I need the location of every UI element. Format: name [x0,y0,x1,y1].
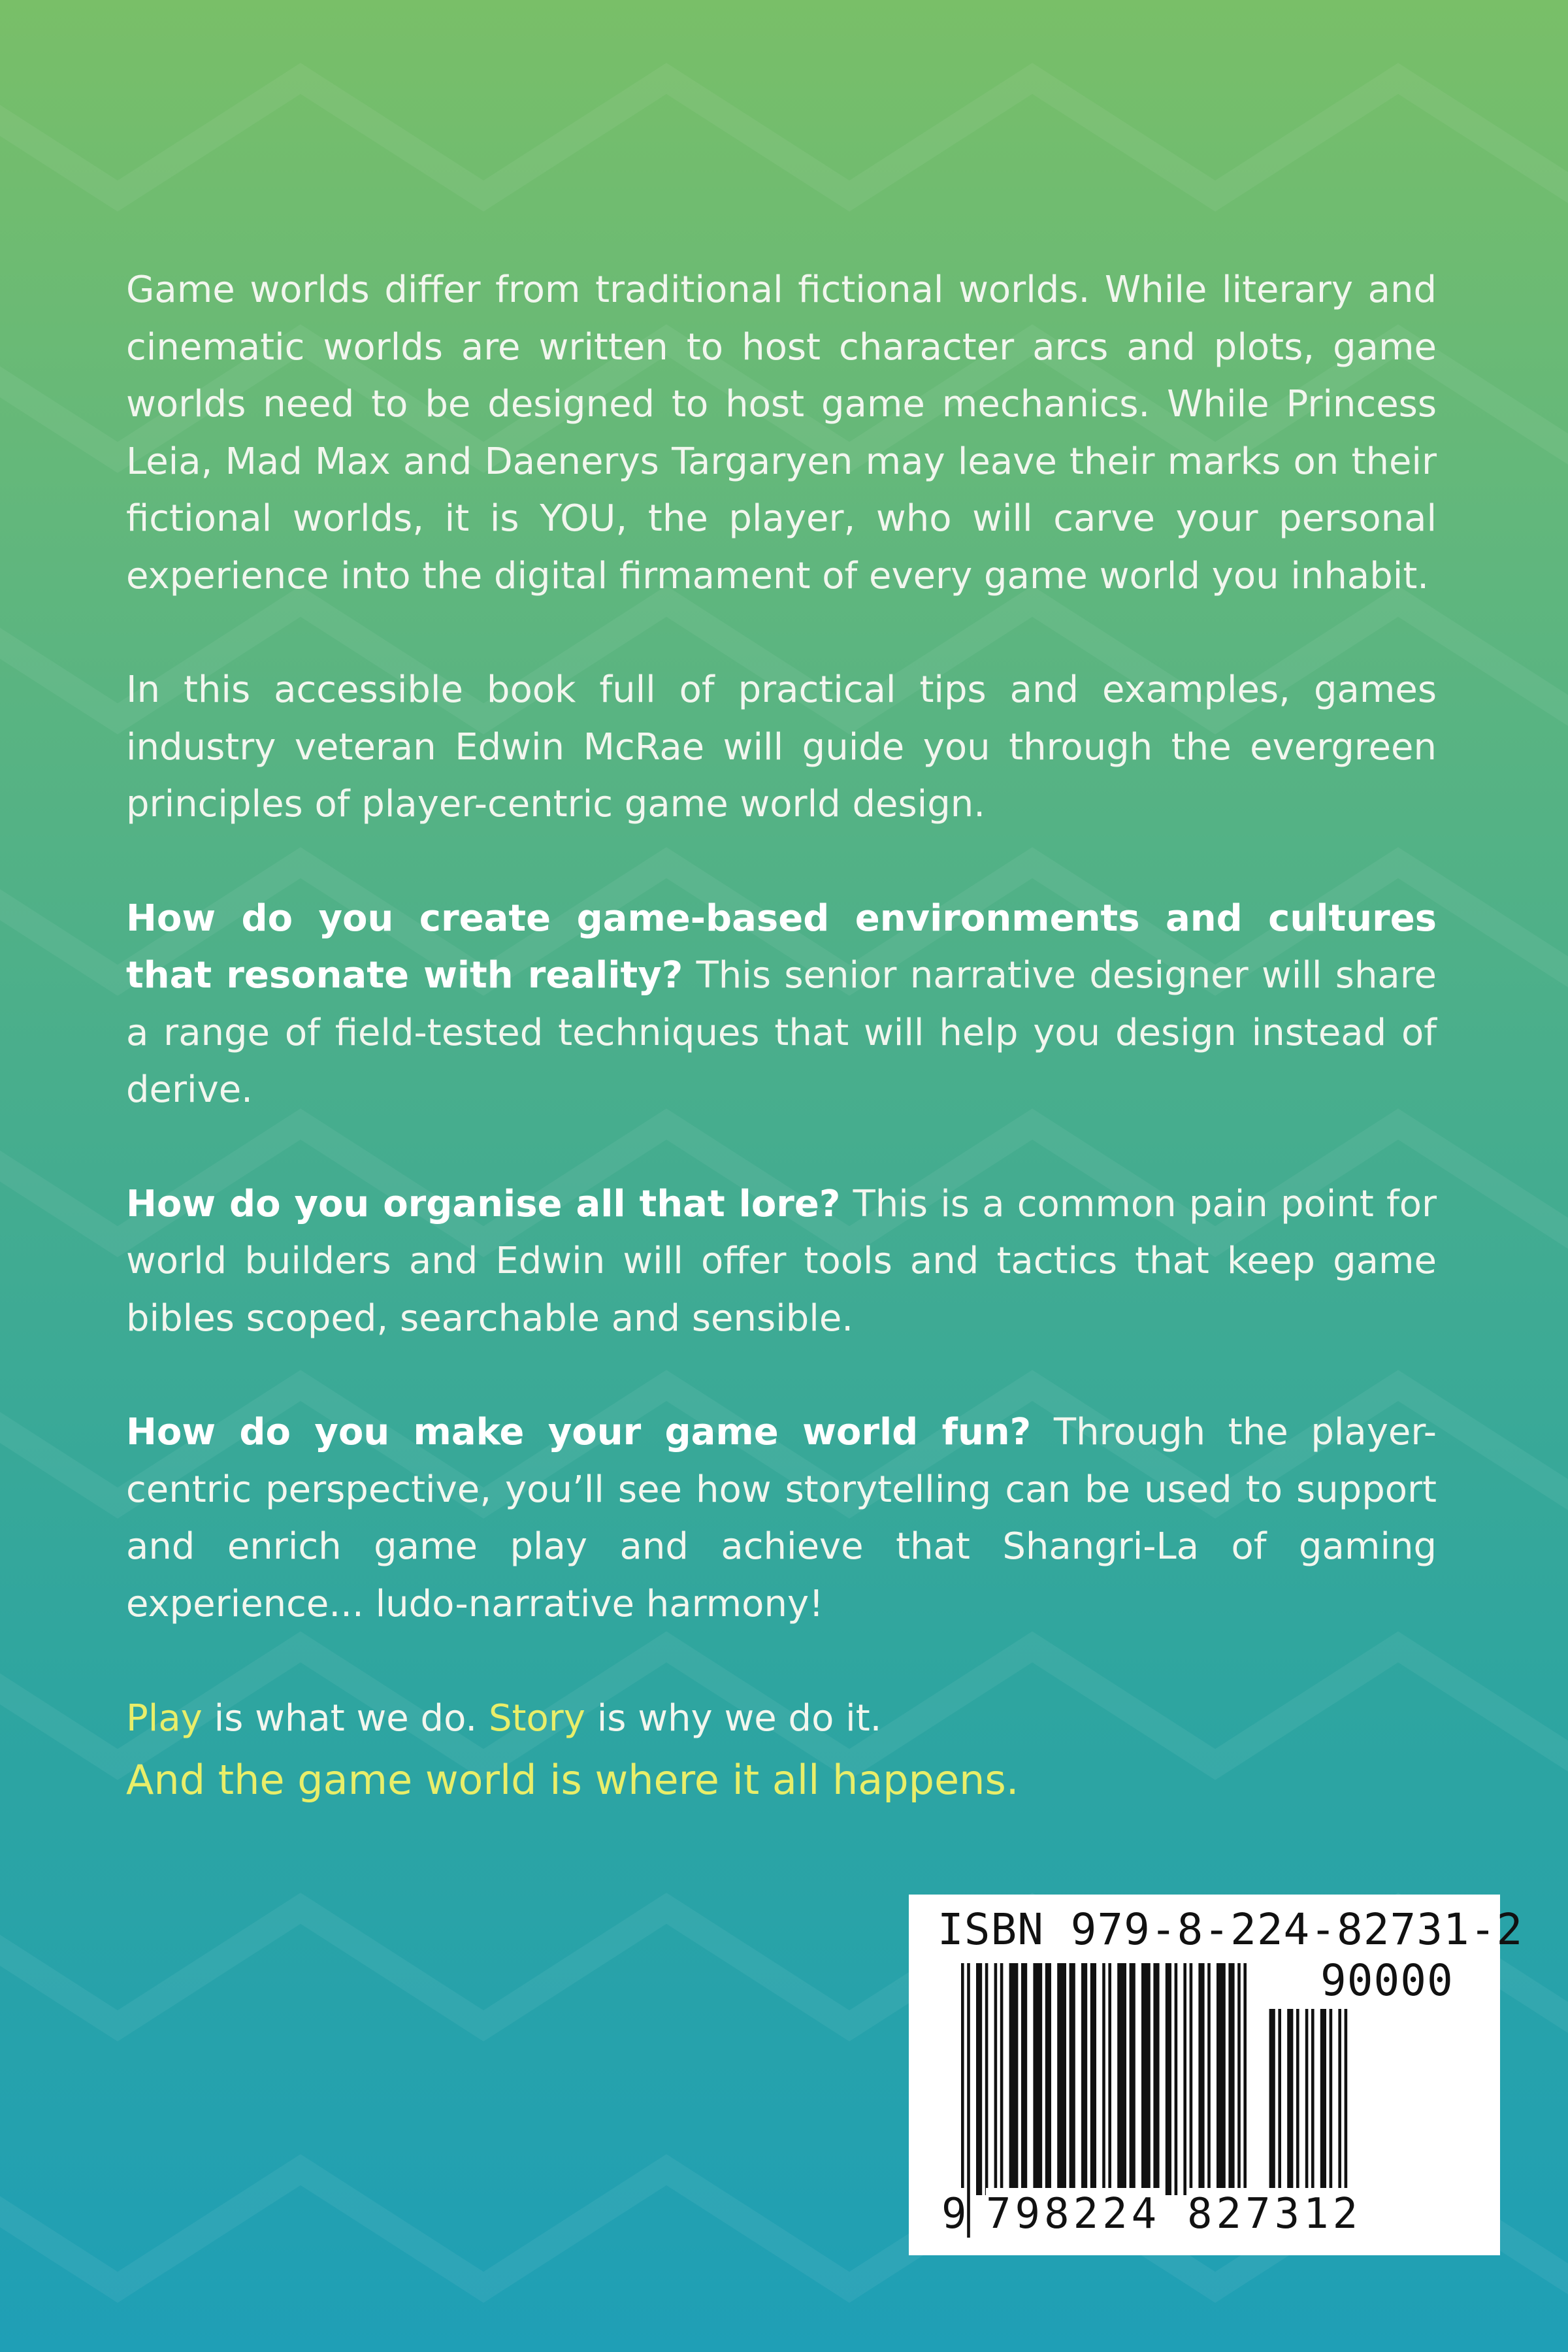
barcode-bar [1183,1963,1186,2195]
barcode-bar [1090,1963,1096,2195]
barcode-bar [1175,1963,1178,2195]
tagline-story-rest: is why we do it. [585,1697,882,1740]
barcode-bar [976,1963,982,2195]
back-cover-blurb [126,261,1437,1809]
barcode-bar [1117,1963,1126,2195]
barcode-bar [1033,1963,1042,2195]
barcode-digit-first: 9 [941,2188,967,2240]
blurb-question-2: How do you organise all that lore? [126,1182,841,1225]
blurb-answer-1: This senior narrative designer will share a range of field-tested techniques that will help you design instead of derive. [126,954,1437,1111]
isbn-barcode-box [909,1895,1524,2255]
isbn-label: ISBN 979-8-224-82731-2 [938,1904,1524,1955]
barcode-digits-left: 798224 [986,2188,1160,2240]
barcode-bar [1190,1963,1193,2195]
barcode-bar [1166,1963,1171,2195]
barcode-bar [994,1963,998,2195]
barcode-bar [1045,1963,1051,2195]
barcode-bar [1228,1963,1234,2195]
tagline-play-word: Play [126,1697,203,1740]
blurb-paragraph-1: Game worlds differ from traditional fictional worlds. While literary and cinematic worlds are written to host character arcs and plots, game worlds need to be designed to host game mechanics. While Princess Leia, Mad Max and Daenerys Targaryen may leave their marks on their fictional worlds, it is YOU, the player, who will carve your personal experience into the digital firmament of every game world you inhabit. [126,269,1437,597]
barcode-digits-right: 827312 [1187,2188,1362,2240]
barcode-bar [1198,1963,1204,2195]
barcode-bar [985,1963,988,2195]
tagline-play-rest: is what we do. [202,1697,489,1740]
barcode-bar [1000,1963,1004,2195]
blurb-paragraph-2: In this accessible book full of practical tips and examples, games industry veteran Edwin McRae will guide you through the evergreen principles of player-centric game world design. [126,669,1437,825]
barcode-bar [1130,1963,1135,2195]
barcode-bar [1153,1963,1159,2195]
blurb-question-3: How do you make your game world fun? [126,1411,1032,1453]
barcode-bar [1207,1963,1211,2195]
barcode-bar [1141,1963,1151,2195]
barcode-bar [1070,1963,1075,2195]
tagline-story-word: Story [488,1697,585,1740]
barcode-bar [1217,1963,1226,2195]
barcode-bar [1057,1963,1066,2195]
barcode-bar [1009,1963,1019,2195]
blurb-answer-3: Through the player-centric perspective, you’ll see how storytelling can be used to support and enrich game play and achieve that Shangri-La of gaming experience... ludo-narrative harmony! [126,1411,1437,1625]
barcode-bar [967,1963,970,2238]
blurb-paragraph-3 [126,890,1437,1119]
barcode-bar [1021,1963,1027,2195]
blurb-paragraph-4 [126,1176,1437,1348]
blurb-question-1: How do you create game-based environments and cultures that resonate with reality? [126,897,1437,997]
price-code-label: 90000 [1320,1955,1454,2006]
blurb-paragraph-5 [126,1404,1437,1632]
tagline-line-2: And the game world is where it all happens. [126,1756,1019,1804]
barcode-bar [1081,1963,1087,2195]
tagline-line-1 [126,1690,1437,1747]
blurb-answer-2: This is a common pain point for world builders and Edwin will offer tools and tactics that keep game bibles scoped, searchable and sensible. [126,1182,1437,1340]
